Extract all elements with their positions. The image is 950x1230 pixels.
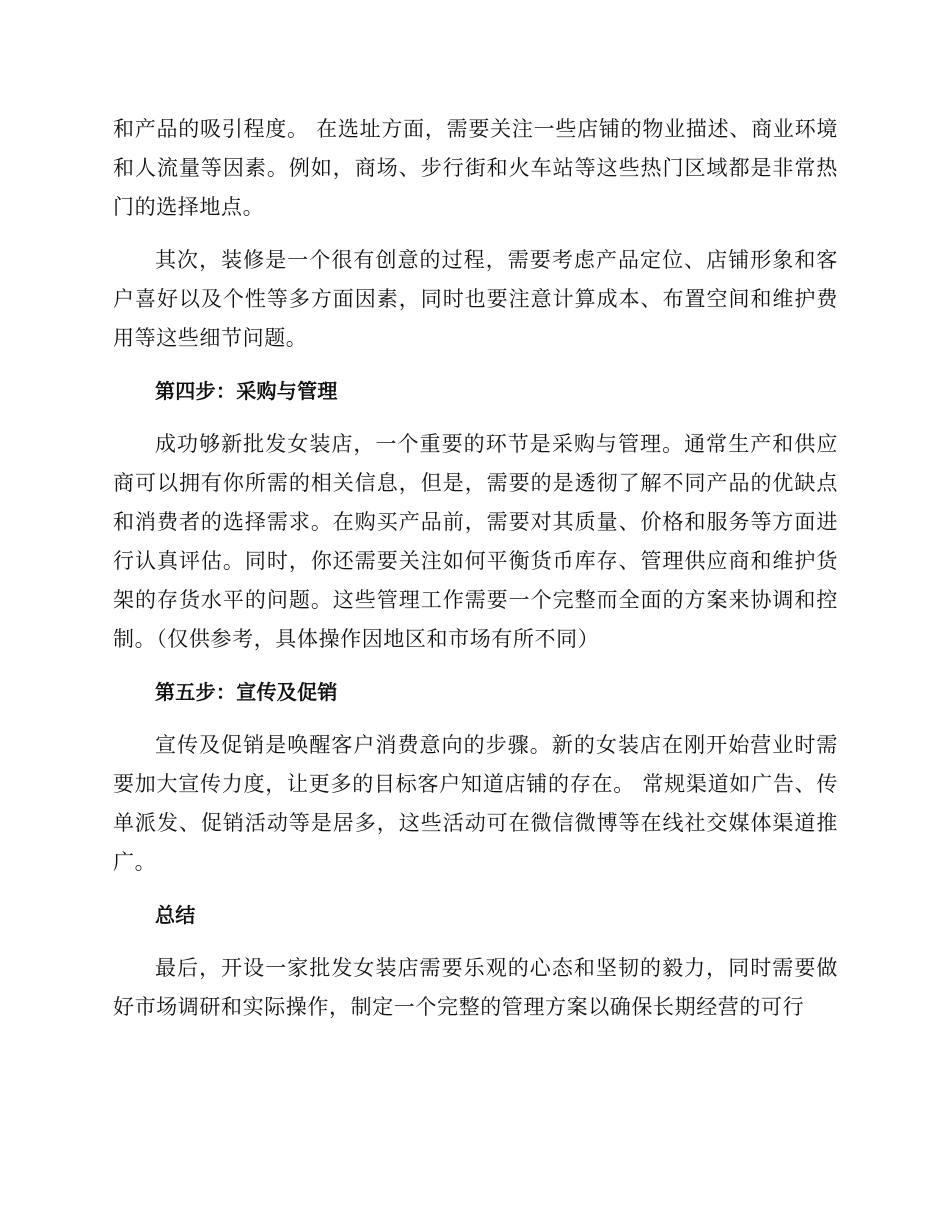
paragraph-conclusion: 最后，开设一家批发女装店需要乐观的心态和坚韧的毅力，同时需要做好市场调研和实际操作，制定一个完整的管理方案以确保长期经营的可行: [113, 956, 838, 1019]
paragraph-purchasing: 成功够新批发女装店，一个重要的环节是采购与管理。通常生产和供应商可以拥有你所需的相关信息，但是，需要的是透彻了解不同产品的优缺点和消费者的选择需求。在购买产品前，需要对其质量、价格和服务等方面进行认真评估。同时，你还需要关注如何平衡货币库存、管理供应商和维护货架的存货水平的问题。这些管理工作需要一个完整而全面的方案来协调和控制。（仅供参考，具体操作因地区和市场有所不同）: [113, 432, 838, 651]
heading-summary: 总结: [155, 903, 196, 927]
heading-step-four: 第四步：采购与管理: [155, 379, 338, 403]
paragraph-location: 和产品的吸引程度。 在选址方面，需要关注一些店铺的物业描述、商业环境和人流量等因素。例如，商场、步行街和火车站等这些热门区域都是非常热门的选择地点。: [113, 117, 838, 219]
paragraph-decoration: 其次，装修是一个很有创意的过程，需要考虑产品定位、店铺形象和客户喜好以及个性等多方面因素，同时也要注意计算成本、布置空间和维护费用等这些细节问题。: [113, 248, 838, 350]
document-page: [113, 110, 838, 1041]
paragraph-promotion: 宣传及促销是唤醒客户消费意向的步骤。新的女装店在刚开始营业时需要加大宣传力度，让更多的目标客户知道店铺的存在。 常规渠道如广告、传单派发、促销活动等是居多，这些活动可在微信微博等在线社交媒体渠道推广。: [113, 733, 838, 874]
heading-step-five: 第五步：宣传及促销: [155, 680, 338, 704]
